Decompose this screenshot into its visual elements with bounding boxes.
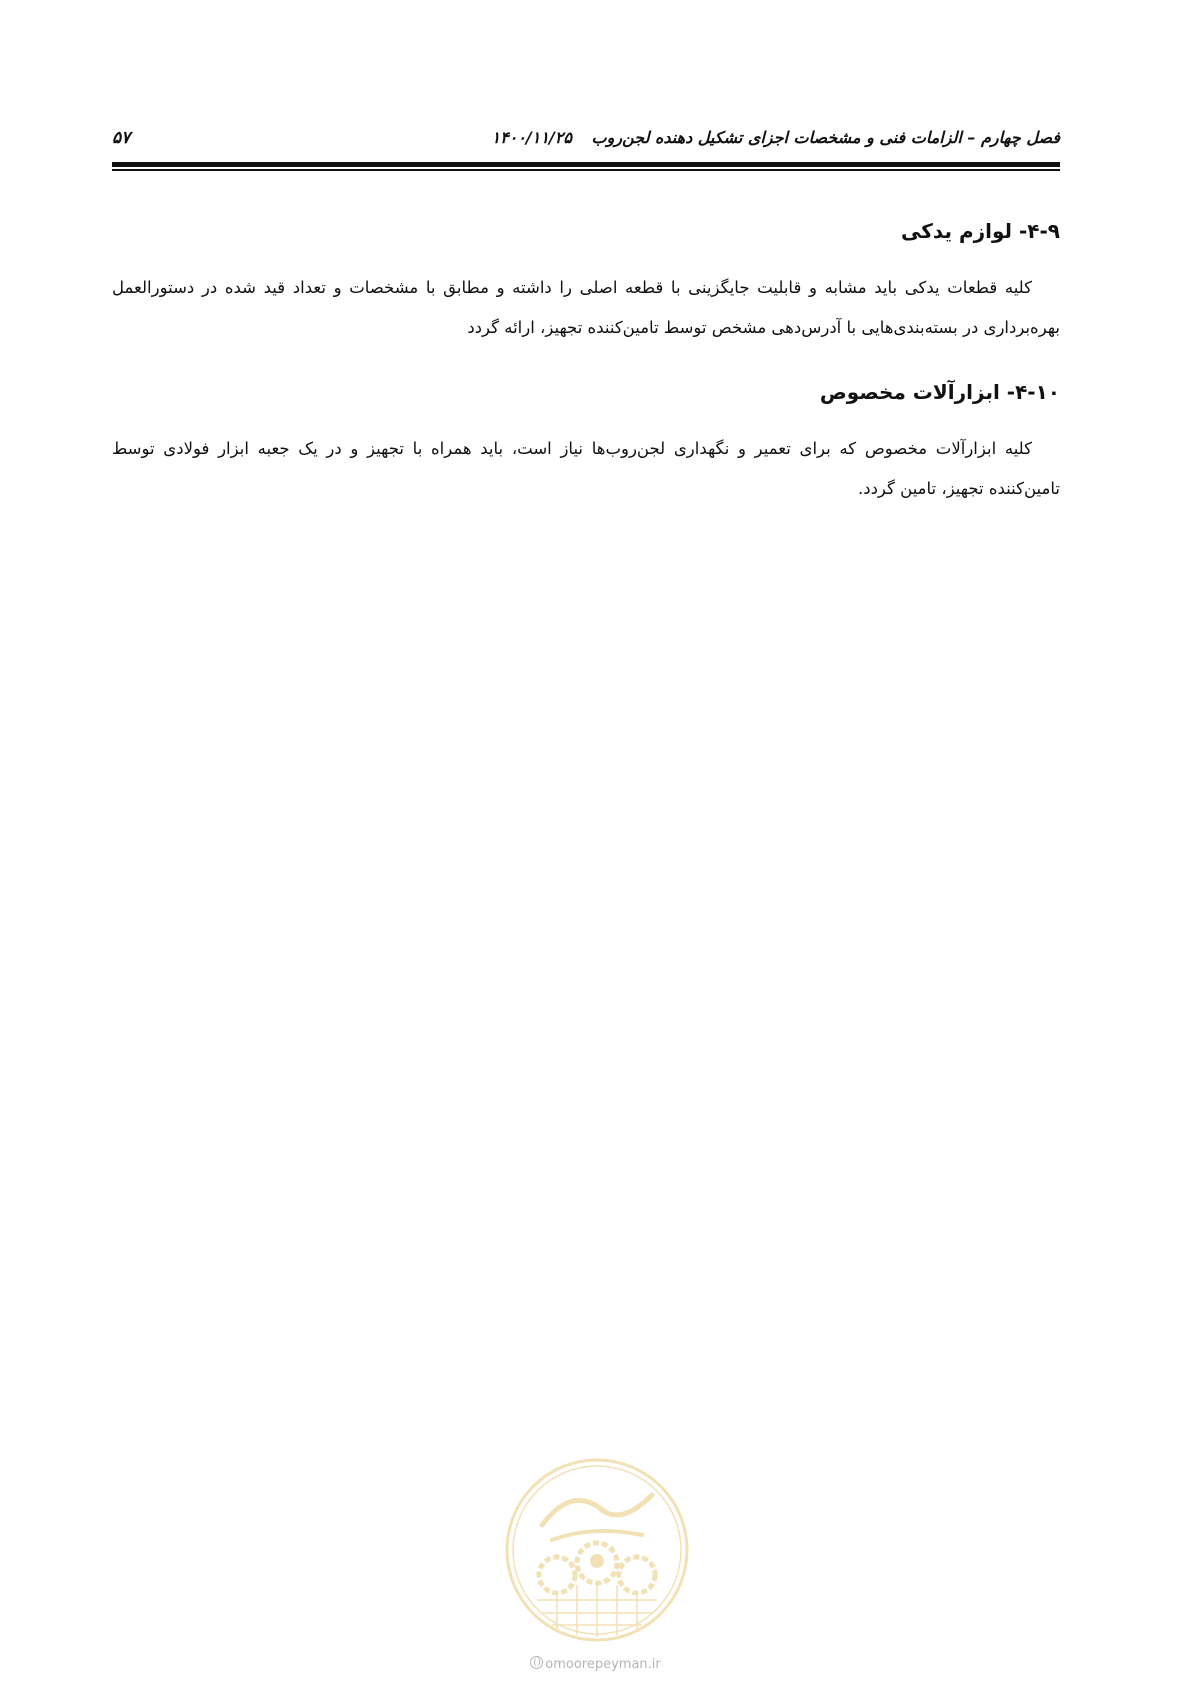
header-rule-thick — [112, 162, 1060, 167]
section-body-special-tools: کلیه ابزارآلات مخصوص که برای تعمیر و نگهداری لجن‌روب‌ها نیاز است، باید همراه با تجهیز و در یک جعبه ابزار فولادی توسط تامین‌کننده تجهیز، تامین گردد. — [112, 438, 1060, 499]
watermark-seal-icon — [502, 1455, 692, 1645]
header-rule-thin — [112, 169, 1060, 171]
section-heading-special-tools: ۴-۱۰- ابزارآلات مخصوص — [819, 379, 1060, 404]
page-number: ۵۷ — [112, 128, 131, 148]
globe-icon — [530, 1656, 543, 1669]
section-heading-spare-parts: ۴-۹- لوازم یدکی — [901, 219, 1060, 243]
watermark-url — [0, 1656, 1191, 1672]
page-content — [112, 218, 1060, 540]
watermark-url-text: omoorepeyman.ir — [545, 1657, 661, 1672]
header-chapter-title: فصل چهارم – الزامات فنی و مشخصات اجزای تشکیل دهنده لجن‌روب — [591, 128, 1060, 147]
page-header — [112, 128, 1060, 158]
header-date: ۱۴۰۰/۱۱/۲۵ — [491, 128, 572, 147]
header-title-block — [492, 128, 1060, 147]
section-body-spare-parts: کلیه قطعات یدکی باید مشابه و قابلیت جایگزینی با قطعه اصلی را داشته و مطابق با مشخصات و تعداد قید شده در دستورالعمل بهره‌برداری در بسته‌بندی‌هایی با آدرس‌دهی مشخص توسط تامین‌کننده تجهیز، ارائه گردد — [112, 278, 1060, 338]
